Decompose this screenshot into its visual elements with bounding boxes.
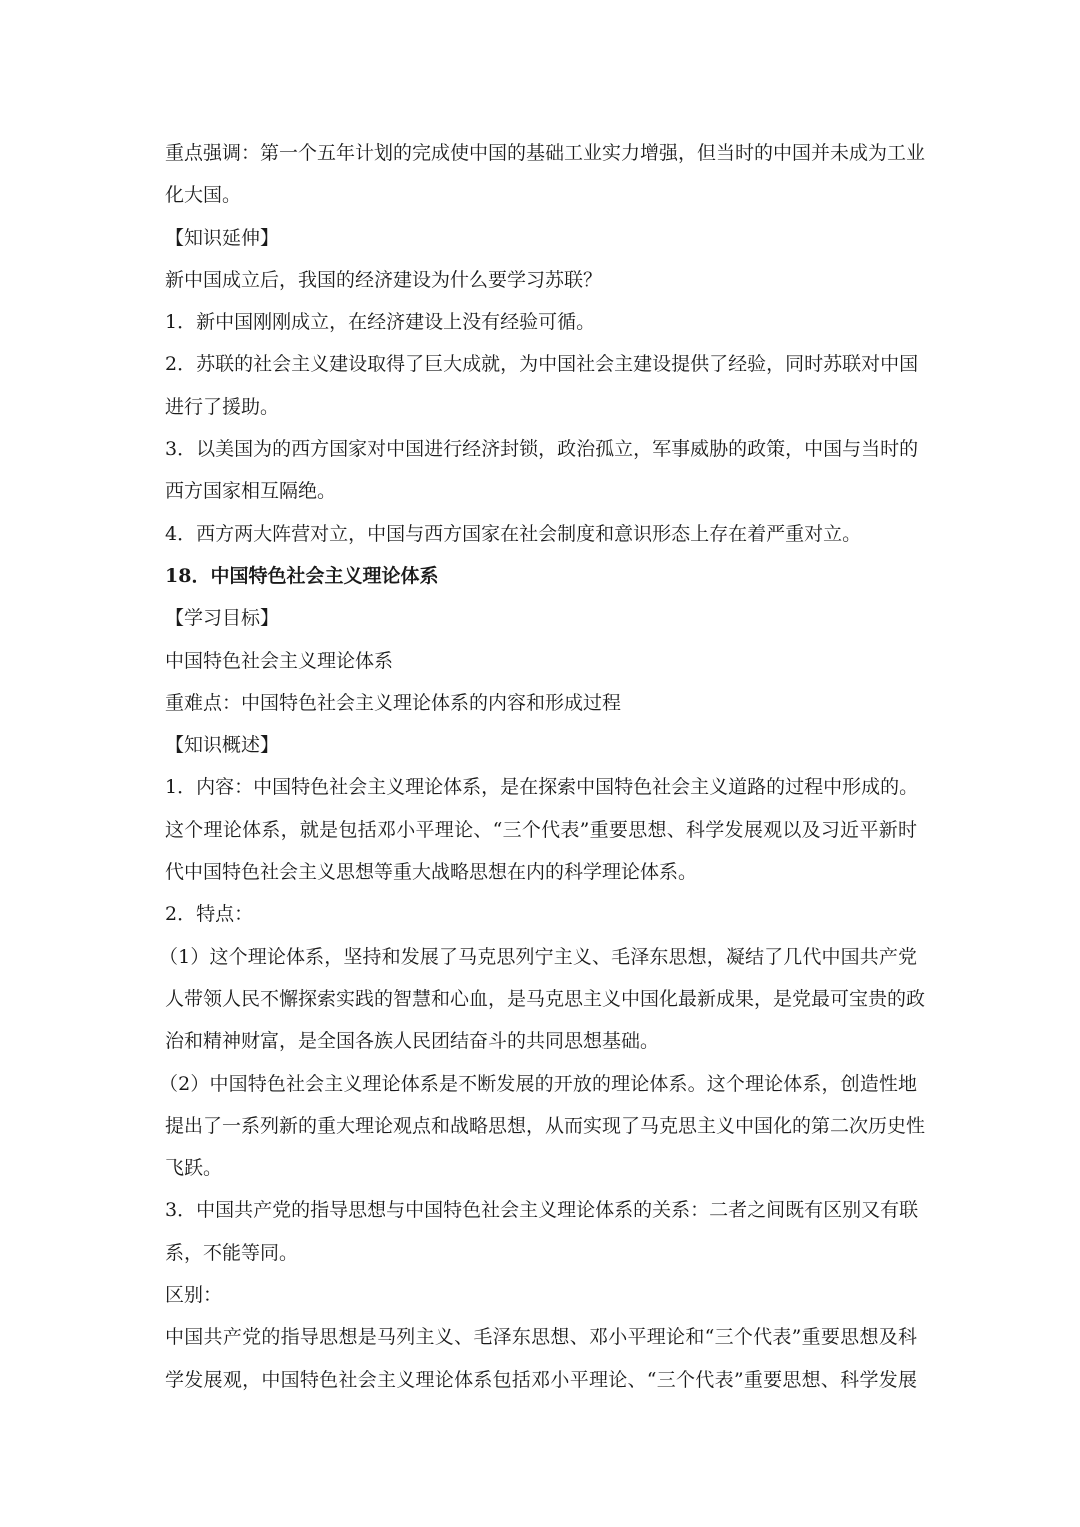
- paragraph-line: 化大国。: [165, 184, 242, 207]
- list-item-continuation: 代中国特色社会主义思想等重大战略思想在内的科学理论体系。: [165, 861, 698, 884]
- section-heading: 【知识延伸】: [165, 226, 280, 249]
- list-item: 2．苏联的社会主义建设取得了巨大成就，为中国社会主建设提供了经验，同时苏联对中国: [165, 353, 919, 376]
- sub-item-continuation: 飞跃。: [165, 1157, 223, 1180]
- sub-item-continuation: 治和精神财富，是全国各族人民团结奋斗的共同思想基础。: [165, 1030, 660, 1053]
- sub-item-continuation: 人带领人民不懈探索实践的智慧和心血，是马克思主义中国化最新成果，是党最可宝贵的政: [165, 987, 926, 1010]
- list-item-continuation: 这个理论体系，就是包括邓小平理论、“三个代表”重要思想、科学发展观以及习近平新时: [165, 818, 917, 841]
- paragraph-line: 重难点：中国特色社会主义理论体系的内容和形成过程: [165, 691, 622, 714]
- section-heading: 【知识概述】: [165, 734, 280, 757]
- paragraph-line: 中国特色社会主义理论体系: [165, 649, 394, 672]
- paragraph-line: 中国共产党的指导思想是马列主义、毛泽东思想、邓小平理论和“三个代表”重要思想及科: [165, 1326, 917, 1349]
- list-item: 3．以美国为的西方国家对中国进行经济封锁，政治孤立，军事威胁的政策，中国与当时的: [165, 438, 919, 461]
- paragraph-line: 新中国成立后，我国的经济建设为什么要学习苏联？: [165, 268, 603, 291]
- paragraph-line: 重点强调：第一个五年计划的完成使中国的基础工业实力增强，但当时的中国并未成为工业: [165, 142, 926, 164]
- list-item-continuation: 系，不能等同。: [165, 1241, 299, 1264]
- list-item-continuation: 西方国家相互隔绝。: [165, 480, 337, 503]
- list-item-continuation: 进行了援助。: [165, 395, 280, 418]
- list-item: 1．内容：中国特色社会主义理论体系，是在探索中国特色社会主义道路的过程中形成的。: [165, 776, 919, 799]
- section-heading: 【学习目标】: [165, 607, 280, 630]
- chapter-title: 18．中国特色社会主义理论体系: [165, 564, 439, 587]
- paragraph-line: 学发展观，中国特色社会主义理论体系包括邓小平理论、“三个代表”重要思想、科学发展: [165, 1368, 917, 1391]
- list-item: 3．中国共产党的指导思想与中国特色社会主义理论体系的关系：二者之间既有区别又有联: [165, 1199, 919, 1222]
- paragraph-line: 区别：: [165, 1284, 223, 1307]
- list-item: 4．西方两大阵营对立，中国与西方国家在社会制度和意识形态上存在着严重对立。: [165, 522, 862, 545]
- list-item: 2．特点：: [165, 903, 254, 926]
- document-body: [159, 132, 926, 1401]
- sub-item: （2）中国特色社会主义理论体系是不断发展的开放的理论体系。这个理论体系，创造性地: [159, 1072, 917, 1095]
- list-item: 1．新中国刚刚成立，在经济建设上没有经验可循。: [165, 311, 596, 334]
- sub-item: （1）这个理论体系，坚持和发展了马克思列宁主义、毛泽东思想，凝结了几代中国共产党: [159, 945, 917, 968]
- sub-item-continuation: 提出了一系列新的重大理论观点和战略思想，从而实现了马克思主义中国化的第二次历史性: [165, 1114, 926, 1137]
